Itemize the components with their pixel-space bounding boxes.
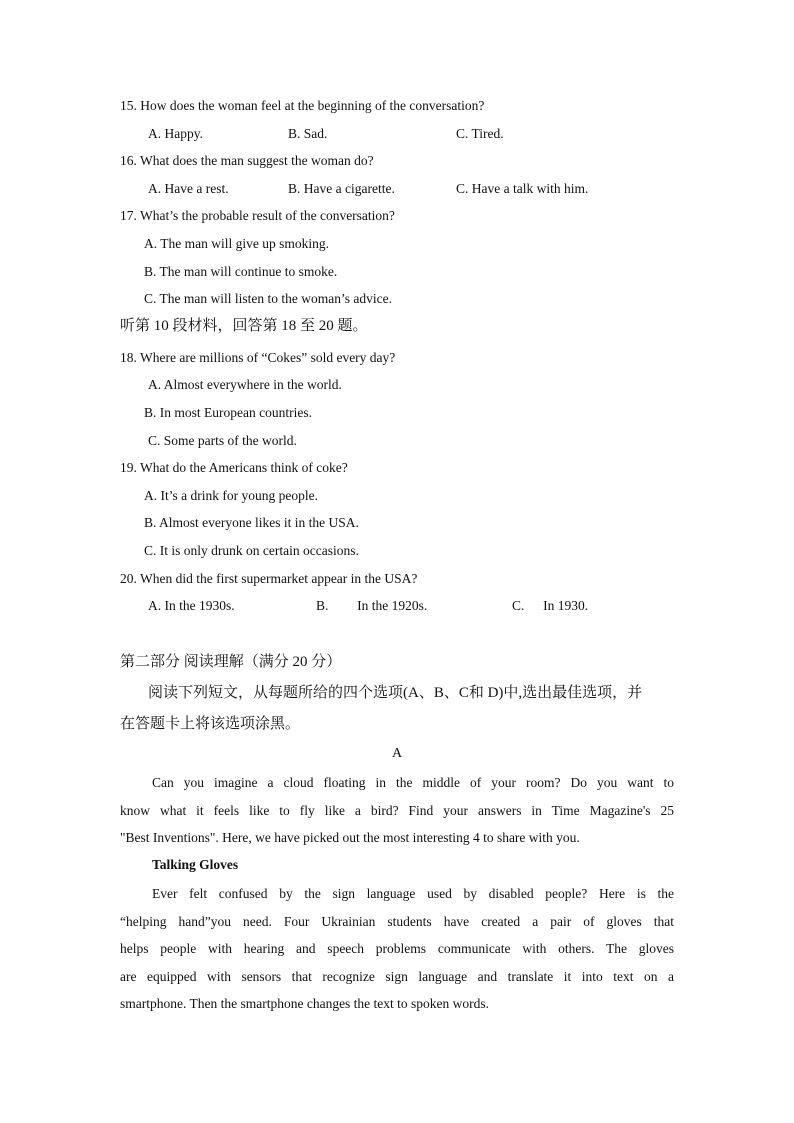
q16-option-b: B. Have a cigarette.	[288, 181, 395, 196]
q18-option-c: C. Some parts of the world.	[148, 433, 297, 448]
body-line-2: “helping hand”you need. Four Ukrainian students have created a pair of gloves that	[120, 913, 674, 929]
passage-body	[120, 880, 674, 1018]
question-19-stem: 19. What do the Americans think of coke?	[120, 460, 348, 475]
question-15-stem: 15. How does the woman feel at the beginning of the conversation?	[120, 98, 485, 113]
q19-option-c: C. It is only drunk on certain occasions.	[144, 543, 359, 558]
q20-option-a	[148, 597, 235, 615]
body-line-4: are equipped with sensors that recognize sign language and translate it into text on a	[120, 968, 674, 984]
question-18-stem: 18. Where are millions of “Cokes” sold every day?	[120, 350, 396, 365]
q17-option-b: B. The man will continue to smoke.	[144, 264, 338, 279]
q20-option-c	[512, 597, 588, 615]
q16-option-c: C. Have a talk with him.	[456, 181, 589, 196]
q15-option-c: C. Tired.	[456, 126, 504, 141]
q20-option-a-letter: A.	[148, 598, 162, 613]
q15-option-b: B. Sad.	[288, 126, 328, 141]
q17-option-a: A. The man will give up smoking.	[144, 236, 329, 251]
part-2-instruction-line-1: 阅读下列短文，从每题所给的四个选项(A、B、C和 D)中,选出最佳选项，并	[148, 685, 643, 701]
section-heading: Talking Gloves	[152, 857, 239, 872]
q20-option-c-text: In 1930.	[543, 598, 589, 613]
body-line-1: Ever felt confused by the sign language used by disabled people? Here is the	[152, 886, 674, 901]
q16-option-a: A. Have a rest.	[148, 181, 229, 196]
q19-option-a: A. It’s a drink for young people.	[144, 488, 318, 503]
q15-option-a: A. Happy.	[148, 126, 203, 141]
intro-line-1: Can you imagine a cloud floating in the middle of your room? Do you want to	[152, 775, 674, 790]
intro-line-2: know what it feels like to fly like a bird? Find your answers in Time Magazine's 25	[120, 802, 674, 818]
intro-line-3: "Best Inventions". Here, we have picked out the most interesting 4 to share with you.	[120, 830, 580, 846]
q20-option-c-letter: C.	[512, 598, 525, 613]
q20-option-b-text: In the 1920s.	[357, 598, 428, 613]
q19-option-b: B. Almost everyone likes it in the USA.	[144, 515, 359, 530]
body-line-5: smartphone. Then the smartphone changes the text to spoken words.	[120, 996, 490, 1012]
passage-label: A	[391, 746, 403, 761]
part-2-instruction-line-2: 在答题卡上将该选项涂黑。	[120, 716, 301, 732]
q20-option-b	[316, 597, 427, 615]
q18-option-b: B. In most European countries.	[144, 405, 312, 420]
section-10-instruction: 听第 10 段材料，回答第 18 至 20 题。	[120, 318, 368, 334]
passage-intro	[120, 769, 674, 852]
q17-option-c: C. The man will listen to the woman’s advice.	[144, 291, 392, 306]
question-16-stem: 16. What does the man suggest the woman do?	[120, 153, 374, 168]
q20-option-a-text: In the 1930s.	[164, 598, 235, 613]
body-line-3: helps people with hearing and speech problems communicate with others. The gloves	[120, 941, 674, 957]
part-2-title: 第二部分 阅读理解（满分 20 分）	[120, 654, 342, 670]
q18-option-a: A. Almost everywhere in the world.	[148, 377, 342, 392]
question-20-stem: 20. When did the first supermarket appear in the USA?	[120, 571, 418, 586]
q20-option-b-letter: B.	[316, 598, 329, 613]
question-17-stem: 17. What’s the probable result of the conversation?	[120, 208, 395, 223]
